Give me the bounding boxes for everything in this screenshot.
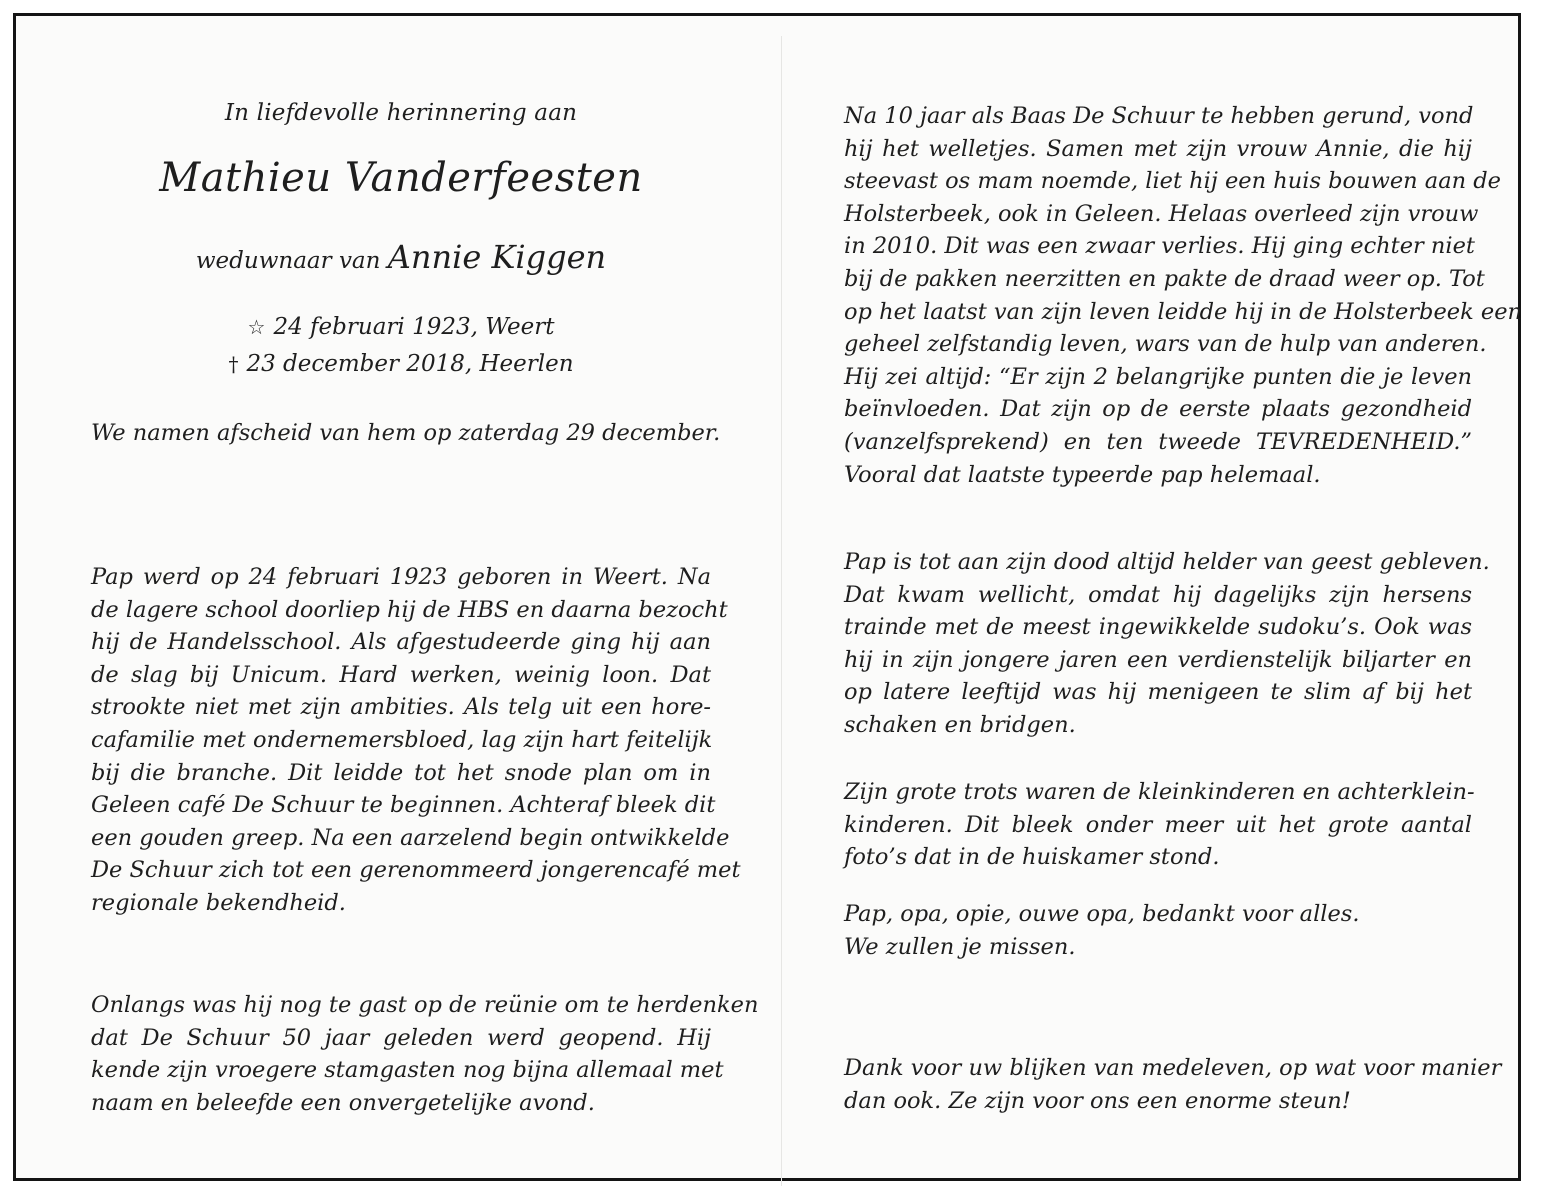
text-line: kende zijn vroegere stamgasten nog bijna allemaal met (91, 1057, 724, 1084)
text-line: strookte niet met zijn ambities. Als telg uit een hore- (91, 694, 711, 721)
intro-line: In liefdevolle herinnering aan (224, 100, 578, 126)
widower-line (91, 238, 711, 276)
text-line: steevast os mam noemde, liet hij een huis bouwen aan de (844, 168, 1501, 195)
death-date-place: 23 december 2018, Heerlen (246, 351, 574, 377)
grandchildren-paragraph (844, 776, 1475, 874)
text-line: in 2010. Dit was een zwaar verlies. Hij ging echter niet (844, 233, 1475, 260)
text-line: Dat kwam wellicht, omdat hij dagelijks zijn hersens (844, 581, 1472, 608)
text-line: Na 10 jaar als Baas De Schuur te hebben gerund, vond (844, 103, 1474, 129)
cross-icon: † (228, 352, 239, 376)
widower-prefix: weduwnaar van (195, 248, 381, 274)
text-line: Pap is tot aan zijn dood altijd helder van geest gebleven. (844, 549, 1490, 575)
text-line: kinderen. Dit bleek onder meer uit het grote aantal (844, 811, 1472, 838)
mind-paragraph (844, 546, 1490, 742)
text-line: de lagere school doorliep hij de HBS en daarna bezocht (91, 596, 728, 623)
text-line: naam en beleefde een onvergetelijke avond. (91, 1089, 595, 1116)
text-line: dat De Schuur 50 jaar geleden werd geopend. Hij (91, 1024, 711, 1051)
text-line: Geleen café De Schuur te beginnen. Achteraf bleek dit (91, 792, 716, 819)
text-line: We zullen je missen. (844, 933, 1076, 960)
text-line: hij in zijn jongere jaren een verdienstelijk biljarter en (844, 646, 1472, 673)
text-line: Vooral dat laatste typeerde pap helemaal. (844, 461, 1321, 488)
story-paragraph (91, 561, 741, 920)
text-line: cafamilie met ondernemersbloed, lag zijn hart feitelijk (91, 726, 713, 753)
text-line: De Schuur zich tot een gerenommeerd jongerencafé met (91, 857, 741, 884)
text-line: Zijn grote trots waren de kleinkinderen en achterklein- (844, 779, 1475, 805)
text-line: beïnvloeden. Dat zijn op de eerste plaats gezondheid (844, 396, 1472, 423)
later-life-paragraph (844, 100, 1522, 491)
text-line: We namen afscheid van hem op zaterdag 29 december. (91, 420, 721, 446)
text-line: schaken en bridgen. (844, 711, 1076, 738)
death-line (91, 351, 711, 377)
birth-line (91, 314, 711, 340)
text-line: regionale bekendheid. (91, 889, 346, 916)
text-line: (vanzelfsprekend) en ten tweede TEVREDENHEID.” (844, 428, 1472, 455)
text-line: hij het welletjes. Samen met zijn vrouw Annie, die hij (844, 135, 1472, 162)
text-line: op latere leeftijd was hij menigeen te slim af bij het (844, 679, 1472, 706)
deceased-name: Mathieu Vanderfeesten (159, 155, 643, 201)
text-line: Pap, opa, opie, ouwe opa, bedankt voor alles. (844, 901, 1360, 927)
farewell-paragraph (91, 417, 721, 450)
star-icon: ☆ (247, 315, 266, 339)
text-line: een gouden greep. Na een aarzelend begin ontwikkelde (91, 824, 730, 851)
memorial-card (13, 13, 1521, 1181)
gratitude-paragraph (844, 1052, 1502, 1117)
text-line: Onlangs was hij nog te gast op de reünie om te herdenken (91, 992, 759, 1018)
text-line: bij die branche. Dit leidde tot het snode plan om in (91, 759, 711, 786)
text-line: trainde met de meest ingewikkelde sudoku’s. Ook was (844, 614, 1472, 641)
reunion-paragraph (91, 989, 759, 1119)
text-line: Pap werd op 24 februari 1923 geboren in Weert. Na (91, 564, 711, 590)
text-line: geheel zelfstandig leven, wars van de hulp van anderen. (844, 331, 1487, 358)
text-line: Hij zei altijd: “Er zijn 2 belangrijke punten die je leven (844, 363, 1472, 390)
text-line: foto’s dat in de huiskamer stond. (844, 844, 1220, 871)
fold-line (781, 36, 782, 1186)
text-line: hij de Handelsschool. Als afgestudeerde ging hij aan (91, 629, 711, 656)
birth-date-place: 24 februari 1923, Weert (273, 314, 555, 340)
text-line: de slag bij Unicum. Hard werken, weinig loon. Dat (91, 661, 711, 688)
text-line: bij de pakken neerzitten en pakte de draad weer op. Tot (844, 265, 1485, 292)
text-line: dan ook. Ze zijn voor ons een enorme steun! (844, 1087, 1351, 1114)
text-line: op het laatst van zijn leven leidde hij in de Holsterbeek een (844, 298, 1522, 325)
goodbye-paragraph (844, 898, 1472, 963)
text-line: Dank voor uw blijken van medeleven, op wat voor manier (844, 1055, 1502, 1081)
spouse-name: Annie Kiggen (387, 238, 607, 276)
text-line: Holsterbeek, ook in Geleen. Helaas overleed zijn vrouw (844, 200, 1479, 227)
